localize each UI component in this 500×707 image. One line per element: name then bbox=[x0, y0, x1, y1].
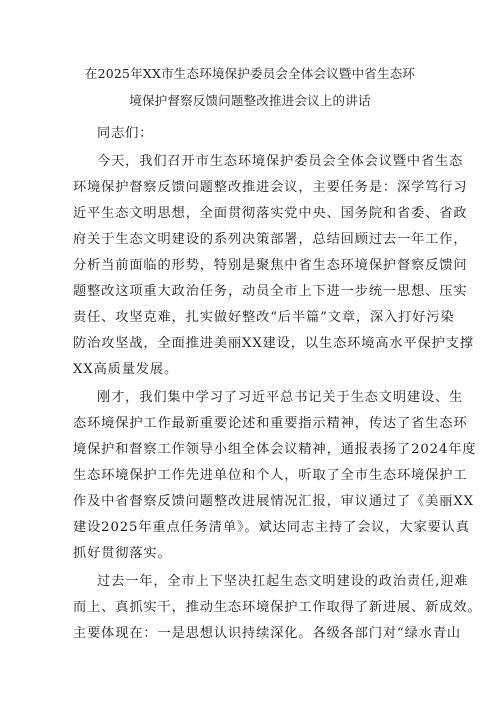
paragraph-1-line: 环境保护督察反馈问题整改推进会议，主要任务是：深学笃行习 bbox=[73, 180, 468, 195]
paragraph-1-line: 分析当前面临的形势，特别是聚焦中省生态环境保护督察反馈问 bbox=[73, 258, 468, 273]
paragraph-3-line: 过去一年，全市上下坚决扛起生态文明建设的政治责任,迎难 bbox=[97, 574, 469, 589]
document-title-line-1: 在2025年XX市生态环境保护委员会全体会议暨中省生态环 bbox=[84, 66, 416, 81]
paragraph-3-line: 主要体现在：一是思想认识持续深化。各级各部门对“绿水青山 bbox=[73, 626, 462, 641]
paragraph-1-line: 责任、攻坚克难，扎实做好整改“后半篇”文章，深入打好污染 bbox=[73, 310, 455, 325]
paragraph-2-line: 生态环境保护工作先进单位和个人，听取了全市生态环境保护工 bbox=[73, 468, 468, 483]
paragraph-2-line: 刚才，我们集中学习了习近平总书记关于生态文明建设、生 bbox=[97, 390, 464, 405]
paragraph-1-line: 题整改这项重大政治任务，动员全市上下进一步统一思想、压实 bbox=[73, 284, 468, 299]
paragraph-2-line: 作及中省督察反馈问题整改进展情况汇报，审议通过了《美丽XX bbox=[73, 494, 474, 509]
paragraph-2-line: 态环境保护工作最新重要论述和重要指示精神，传达了省生态环 bbox=[73, 416, 468, 431]
document-title-line-2: 境保护督察反馈问题整改推进会议上的讲话 bbox=[129, 93, 371, 108]
salutation: 同志们： bbox=[97, 126, 154, 141]
paragraph-1-line: 防治攻坚战，全面推进美丽XX建设，以生态环境高水平保护支撑 bbox=[73, 336, 474, 351]
paragraph-1-line: 今天，我们召开市生态环境保护委员会全体会议暨中省生态 bbox=[97, 154, 464, 169]
paragraph-2-line: 建设2025年重点任务清单》。斌达同志主持了会议，大家要认真 bbox=[73, 520, 470, 535]
paragraph-2-line: 境保护和督察工作领导小组全体会议精神，通报表扬了2024年度 bbox=[73, 442, 477, 457]
paragraph-1-line: 近平生态文明思想，全面贯彻落实党中央、国务院和省委、省政 bbox=[73, 206, 468, 221]
paragraph-1-line: 府关于生态文明建设的系列决策部署，总结回顾过去一年工作， bbox=[73, 232, 468, 247]
paragraph-3-line: 而上、真抓实干，推动生态环境保护工作取得了新进展、新成效。 bbox=[73, 600, 482, 615]
paragraph-1-line: XX高质量发展。 bbox=[73, 362, 179, 377]
paragraph-2-line: 抓好贯彻落实。 bbox=[73, 546, 172, 561]
